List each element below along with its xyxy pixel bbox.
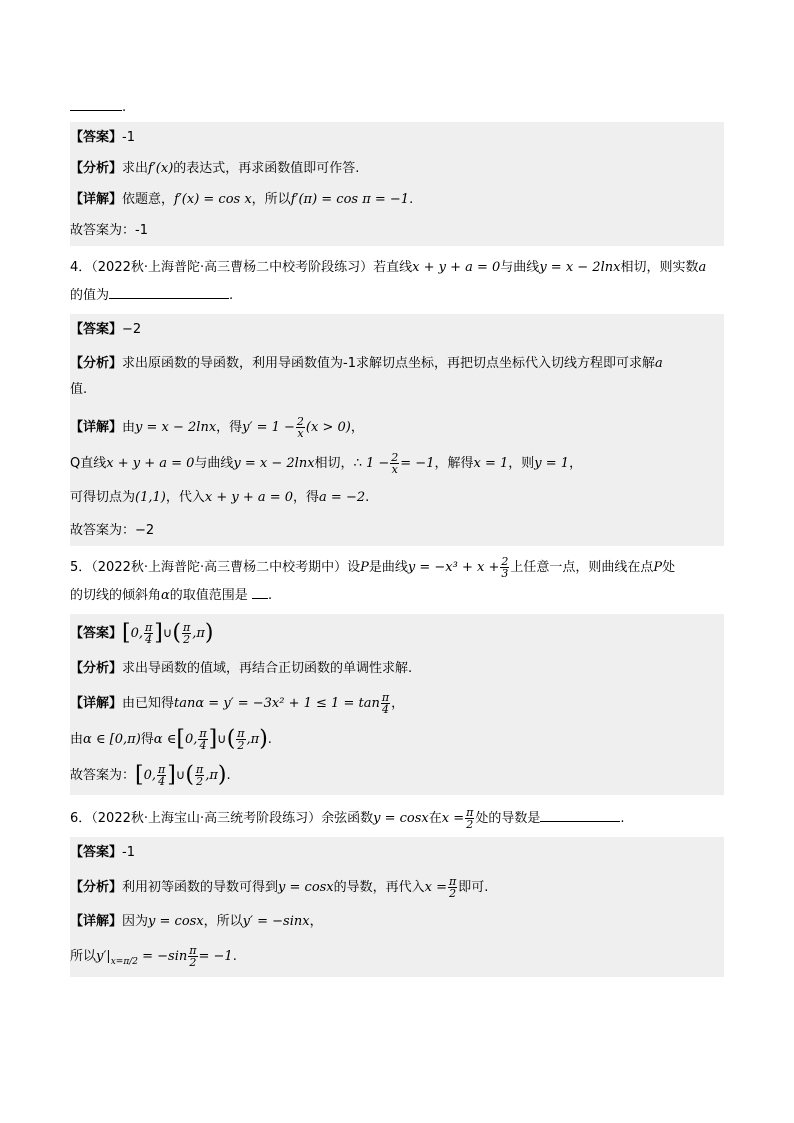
answer-blank bbox=[109, 284, 229, 299]
fraction: $\frac{\pi}{2}$ bbox=[182, 621, 191, 646]
q6-detail-2: 所以$y'|_{x=\pi/2} = -\sin$ $\frac{\pi}{2}$ = −1. bbox=[70, 944, 237, 969]
fraction: $\frac{\pi}{2}$ bbox=[449, 875, 457, 900]
q6-solution bbox=[70, 837, 724, 977]
q4-answer: 【答案】−2 bbox=[70, 322, 142, 337]
fraction: $\frac{\pi}{2}$ bbox=[189, 944, 197, 969]
answer-blank bbox=[252, 584, 268, 599]
q3-blank-line: . bbox=[70, 96, 724, 118]
fraction: $\frac{2}{x}$ bbox=[391, 451, 399, 476]
q5-solution bbox=[70, 614, 724, 795]
fraction: $\frac{\pi}{2}$ bbox=[237, 727, 245, 752]
q3-analysis: 【分析】求出f′(x)的表达式，再求函数值即可作答. bbox=[70, 161, 360, 176]
q4-conclusion: 故答案为：−2 bbox=[70, 523, 155, 538]
q6-answer: 【答案】-1 bbox=[70, 845, 135, 860]
q5-answer: 【答案】[0, $\frac{\pi}{4}$ ]∪( $\frac{\pi}{2}$ ,π) bbox=[70, 620, 214, 646]
answer-blank bbox=[540, 807, 620, 822]
fraction: $\frac{\pi}{4}$ bbox=[199, 727, 207, 752]
q6-analysis: 【分析】利用初等函数的导数可得到y = cosx的导数，再代入x = $\frac{\pi}{2}$ 即可. bbox=[70, 875, 489, 900]
fraction: $\frac{\pi}{2}$ bbox=[466, 806, 474, 831]
q6-detail-1: 【详解】因为y = cosx，所以y′ = −sinx， bbox=[70, 914, 323, 929]
answer-blank bbox=[70, 96, 122, 111]
document-page bbox=[70, 96, 724, 977]
fraction: $\frac{\pi}{4}$ bbox=[158, 763, 166, 788]
q5-detail-1: 【详解】由已知得tanα = y′ = −3x² + 1 ≤ 1 = tan $\frac{\pi}{4}$ ， bbox=[70, 691, 405, 716]
fraction: $\frac{2}{3}$ bbox=[501, 555, 509, 580]
q3-answer: 【答案】-1 bbox=[70, 130, 135, 145]
fraction: $\frac{\pi}{4}$ bbox=[145, 621, 153, 646]
q4-stem: 4．（2022秋·上海普陀·高三曹杨二中校考阶段练习）若直线x + y + a = 0与曲线y = x − 2lnx相切，则实数a 的值为 . bbox=[70, 260, 707, 303]
fraction: $\frac{\pi}{4}$ bbox=[381, 691, 390, 716]
q3-detail: 【详解】依题意，f′(x) = cos x，所以f′(π) = cos π = −1. bbox=[70, 192, 414, 207]
q4-detail-1: 【详解】由y = x − 2lnx，得y′ = 1 − $\frac{2}{x}$ (x > 0)， bbox=[70, 415, 364, 440]
q4-analysis: 【分析】求出原函数的导函数，利用导函数值为-1求解切点坐标，再把切点坐标代入切线方程即可求解a 值. bbox=[70, 356, 663, 397]
q5-detail-2: 由α ∈ [0,π)得α ∈[0, $\frac{\pi}{4}$ ]∪( $\frac{\pi}{2}$ ,π). bbox=[70, 726, 272, 752]
q4-solution bbox=[70, 314, 724, 546]
q4-detail-3: 可得切点为(1,1)，代入x + y + a = 0，得a = −2. bbox=[70, 490, 370, 505]
q5-analysis: 【分析】求出导函数的值域，再结合正切函数的单调性求解. bbox=[70, 661, 413, 676]
q5-conclusion: 故答案为：[0, $\frac{\pi}{4}$ ]∪( $\frac{\pi}{2}$ ,π). bbox=[70, 762, 231, 788]
fraction: $\frac{2}{x}$ bbox=[296, 415, 304, 440]
q5-stem: 5．（2022秋·上海普陀·高三曹杨二中校考期中）设P是曲线y = −x³ + x + $\frac{2}{3}$ 上任意一点，则曲线在点P处 的切线的倾斜角α的取值范围是 . bbox=[70, 555, 676, 603]
q6-stem: 6．（2022秋·上海宝山·高三统考阶段练习）余弦函数y = cosx在x = $\frac{\pi}{2}$ 处的导数是 . bbox=[70, 806, 625, 831]
q3-solution bbox=[70, 122, 724, 246]
fraction: $\frac{\pi}{2}$ bbox=[195, 763, 204, 788]
q4-detail-2: Q直线x + y + a = 0与曲线y = x − 2lnx相切，∴ 1 − $\frac{2}{x}$ = −1，解得x = 1，则y = 1， bbox=[70, 451, 583, 476]
q3-conclusion: 故答案为：-1 bbox=[70, 223, 148, 238]
